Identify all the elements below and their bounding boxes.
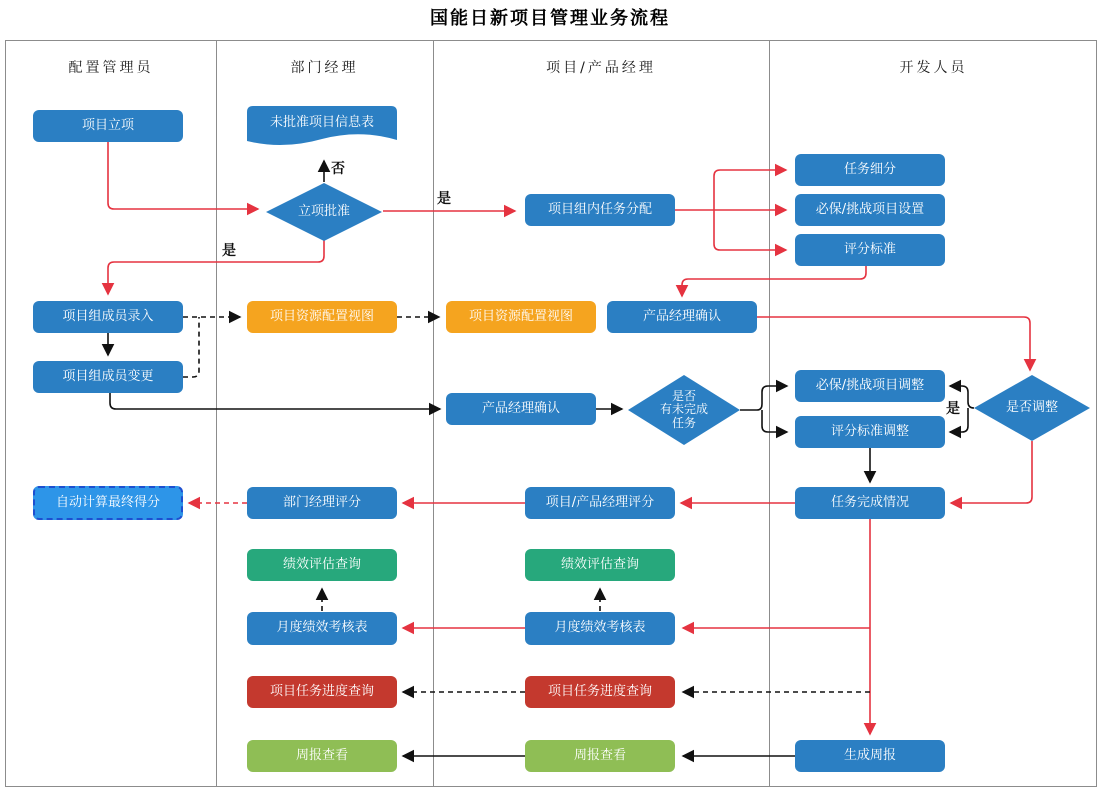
decision-unfinished-tasks-label: 是否 有未完成 任务 [659, 388, 708, 430]
node-resource-view-pm [446, 301, 596, 333]
node-monthly-review-dept [247, 612, 397, 645]
node-task-progress-query-dept [247, 676, 397, 708]
node-must-challenge-adjust-label: 必保/挑战项目调整 [815, 377, 925, 393]
lane-divider-1 [216, 41, 217, 786]
lane-divider-3 [769, 41, 770, 786]
node-perf-eval-query-dept-label: 绩效评估查询 [282, 556, 361, 572]
node-perf-eval-query-pm [525, 549, 675, 581]
node-task-completion-label: 任务完成情况 [830, 494, 909, 510]
decision-unfinished-tasks [628, 375, 740, 445]
node-monthly-review-pm [525, 612, 675, 645]
node-auto-final-score-label: 自动计算最终得分 [55, 494, 160, 510]
node-weekly-report-view-dept [247, 740, 397, 772]
node-resource-view-dept-label: 项目资源配置视图 [269, 308, 374, 324]
edge-label-approval-yes-right: 是 [437, 191, 451, 207]
node-dept-manager-score [247, 487, 397, 519]
node-task-completion [795, 487, 945, 519]
node-perf-eval-query-pm-label: 绩效评估查询 [560, 556, 639, 572]
node-task-assignment-label: 项目组内任务分配 [547, 201, 652, 217]
node-scoring-standard-adjust [795, 416, 945, 448]
node-weekly-report-generate [795, 740, 945, 772]
node-pm-confirm-2 [446, 393, 596, 425]
lane-divider-2 [433, 41, 434, 786]
node-member-change [33, 361, 183, 393]
node-task-progress-query-pm-label: 项目任务进度查询 [547, 683, 652, 699]
node-monthly-review-dept-label: 月度绩效考核表 [276, 620, 368, 636]
node-perf-eval-query-dept [247, 549, 397, 581]
node-pm-confirm-1 [607, 301, 757, 333]
edge-label-approval-yes-down: 是 [222, 243, 236, 259]
node-unapproved-project-info [247, 106, 397, 152]
node-weekly-report-generate-label: 生成周报 [843, 747, 896, 763]
node-dept-manager-score-label: 部门经理评分 [282, 494, 361, 510]
node-must-challenge-setup-label: 必保/挑战项目设置 [815, 201, 925, 217]
node-weekly-report-view-dept-label: 周报查看 [295, 747, 348, 763]
node-member-entry-label: 项目组成员录入 [62, 308, 154, 324]
node-pm-score [525, 487, 675, 519]
decision-project-approval-label: 立项批准 [297, 203, 350, 219]
node-task-assignment [525, 194, 675, 226]
node-pm-confirm-2-label: 产品经理确认 [481, 400, 560, 416]
lane-header-config-admin: 配置管理员 [68, 60, 154, 76]
node-scoring-standard-adjust-label: 评分标准调整 [830, 423, 909, 439]
decision-adjust [974, 375, 1090, 441]
node-unapproved-project-info-label: 未批准项目信息表 [269, 114, 374, 130]
edge-label-adjust-yes: 是 [946, 401, 960, 417]
node-pm-score-label: 项目/产品经理评分 [545, 494, 655, 510]
lane-header-developers: 开发人员 [899, 60, 968, 76]
node-monthly-review-pm-label: 月度绩效考核表 [554, 620, 646, 636]
lane-header-dept-manager: 部门经理 [290, 60, 359, 76]
node-pm-confirm-1-label: 产品经理确认 [642, 308, 721, 324]
decision-adjust-label: 是否调整 [1005, 399, 1058, 415]
page-title: 国能日新项目管理业务流程 [430, 8, 670, 29]
node-resource-view-dept [247, 301, 397, 333]
node-scoring-standard-label: 评分标准 [843, 241, 896, 257]
node-weekly-report-view-pm-label: 周报查看 [573, 747, 626, 763]
node-resource-view-pm-label: 项目资源配置视图 [468, 308, 573, 324]
node-task-breakdown [795, 154, 945, 186]
node-project-init [33, 110, 183, 142]
node-weekly-report-view-pm [525, 740, 675, 772]
lane-header-project-product-manager: 项目/产品经理 [546, 60, 656, 76]
node-must-challenge-adjust [795, 370, 945, 402]
edge-label-approval-no: 否 [331, 161, 345, 177]
node-task-progress-query-dept-label: 项目任务进度查询 [269, 683, 374, 699]
node-member-change-label: 项目组成员变更 [62, 368, 154, 384]
node-member-entry [33, 301, 183, 333]
decision-project-approval [266, 183, 382, 241]
node-scoring-standard [795, 234, 945, 266]
node-task-breakdown-label: 任务细分 [843, 161, 896, 177]
node-must-challenge-setup [795, 194, 945, 226]
node-auto-final-score [33, 486, 183, 520]
node-task-progress-query-pm [525, 676, 675, 708]
node-project-init-label: 项目立项 [81, 117, 134, 133]
